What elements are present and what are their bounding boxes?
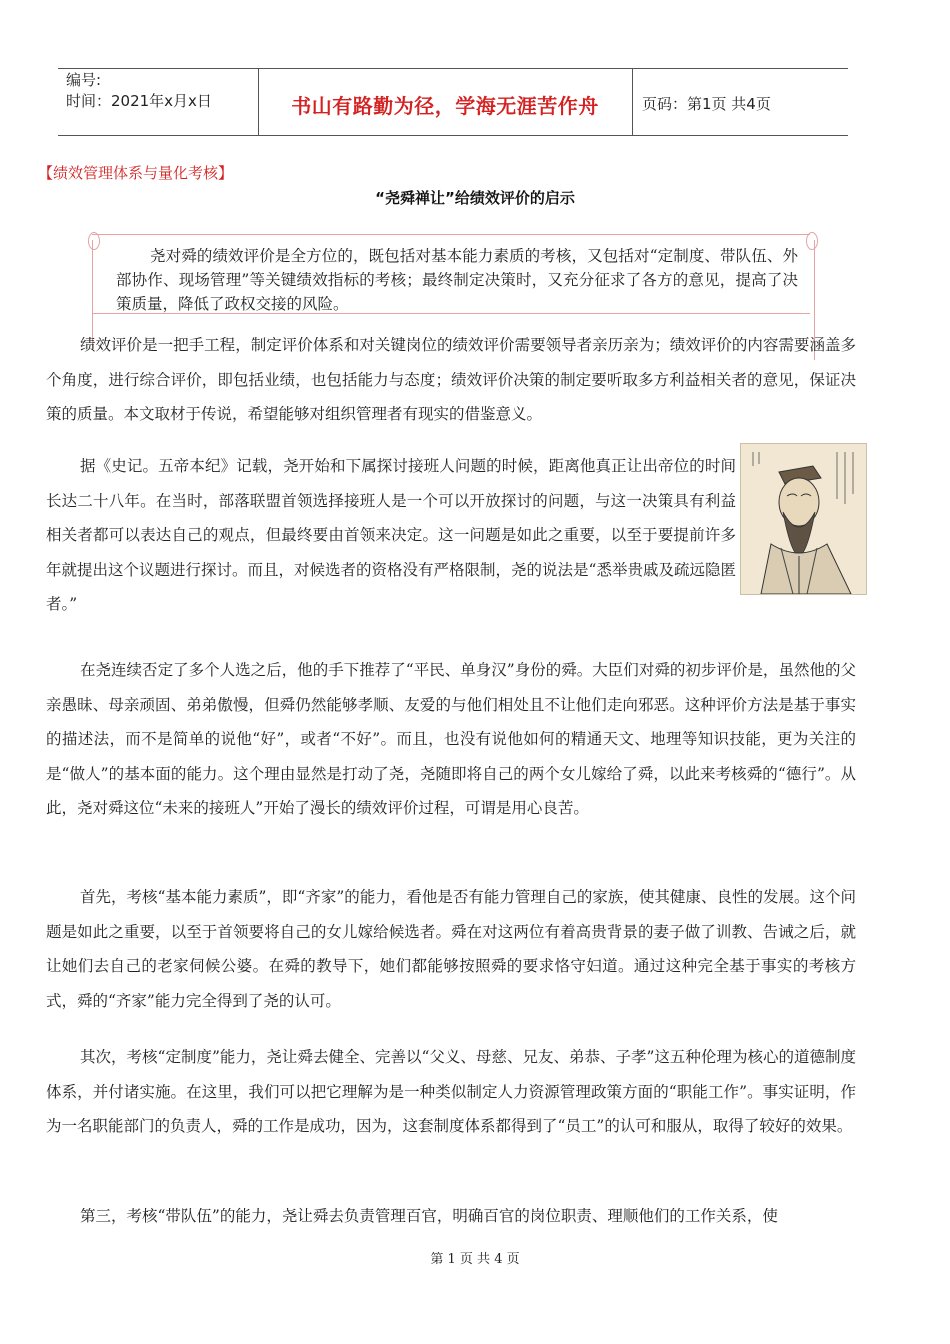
- body-paragraph: 绩效评价是一把手工程，制定评价体系和对关键岗位的绩效评价需要领导者亲历亲为；绩效评价的内容需要涵盖多个角度，进行综合评价，即包括业绩，也包括能力与态度；绩效评价决策的制定要听取多方利益相关者的意见，保证决策的质量。本文取材于传说，希望能够对组织管理者有现实的借鉴意义。: [46, 336, 856, 423]
- article-title: “尧舜禅让”给绩效评价的启示: [375, 189, 575, 207]
- document-number-label: 编号:: [66, 71, 102, 89]
- header-divider: [632, 68, 633, 135]
- category-label: 【绩效管理体系与量化考核】: [38, 164, 234, 182]
- body-paragraph: 首先，考核“基本能力素质”，即“齐家”的能力，看他是否有能力管理自己的家族，使其健康、良性的发展。这个问题是如此之重要，以至于首领要将自己的女儿嫁给候选者。舜在对这两位有着高贵背景的妻子做了训教、告诫之后，就让她们去自己的老家伺候公婆。在舜的教导下，她们都能够按照舜的要求恪守妇道。通过这种完全基于事实的考核方式，舜的“齐家”能力完全得到了尧的认可。: [46, 888, 856, 1010]
- article-abstract: 尧对舜的绩效评价是全方位的，既包括对基本能力素质的考核，又包括对“定制度、带队伍、外部协作、现场管理”等关键绩效指标的考核；最终制定决策时，又充分征求了各方的意见，提高了决策质量，降低了政权交接的风险。: [116, 247, 798, 313]
- body-paragraph: 第三，考核“带队伍”的能力，尧让舜去负责管理百官，明确百官的岗位职责、理顺他们的工作关系，使: [80, 1207, 778, 1225]
- body-paragraph: 据《史记。五帝本纪》记载，尧开始和下属探讨接班人问题的时候，距离他真正让出帝位的时间长达二十八年。在当时，部落联盟首领选择接班人是一个可以开放探讨的问题，与这一决策具有利益相关者都可以表达自己的观点，但最终要由首领来决定。这一问题是如此之重要，以至于要提前许多年就提出这个议题进行探讨。而且，对候选者的资格没有严格限制，尧的说法是“悉举贵戚及疏远隐匿者。”: [46, 457, 736, 613]
- scroll-curl-decoration: [88, 232, 100, 250]
- header-top-rule: [58, 68, 848, 69]
- header-bottom-rule: [58, 135, 848, 136]
- body-paragraph: 在尧连续否定了多个人选之后，他的手下推荐了“平民、单身汉”身份的舜。大臣们对舜的初步评价是，虽然他的父亲愚昧、母亲顽固、弟弟傲慢，但舜仍然能够孝顺、友爱的与他们相处且不让他们走向邪恶。这种评价方法是基于事实的描述法，而不是简单的说他“好”，或者“不好”。而且，也没有说他如何的精通天文、地理等知识技能，更为关注的是“做人”的基本面的能力。这个理由显然是打动了尧，尧随即将自己的两个女儿嫁给了舜，以此来考核舜的“德行”。从此，尧对舜这位“未来的接班人”开始了漫长的绩效评价过程，可谓是用心良苦。: [46, 661, 856, 817]
- header-motto: 书山有路勤为径，学海无涯苦作舟: [291, 94, 599, 118]
- body-paragraph: 其次，考核“定制度”能力，尧让舜去健全、完善以“父义、母慈、兄友、弟恭、子孝”这五种伦理为核心的道德制度体系，并付诸实施。在这里，我们可以把它理解为是一种类似制定人力资源管理政策方面的“职能工作”。事实证明，作为一名职能部门的负责人，舜的工作是成功，因为，这套制度体系都得到了“员工”的认可和服从，取得了较好的效果。: [46, 1048, 856, 1135]
- header-meta: [66, 70, 212, 112]
- portrait-illustration: [741, 444, 866, 594]
- scroll-curl-decoration: [806, 232, 818, 250]
- header-page-info: 页码：第1页 共4页: [642, 95, 771, 113]
- page-footer: 第 1 页 共 4 页: [430, 1252, 520, 1267]
- document-date: 时间：2021年x月x日: [66, 92, 212, 110]
- historical-portrait-image: [740, 443, 867, 595]
